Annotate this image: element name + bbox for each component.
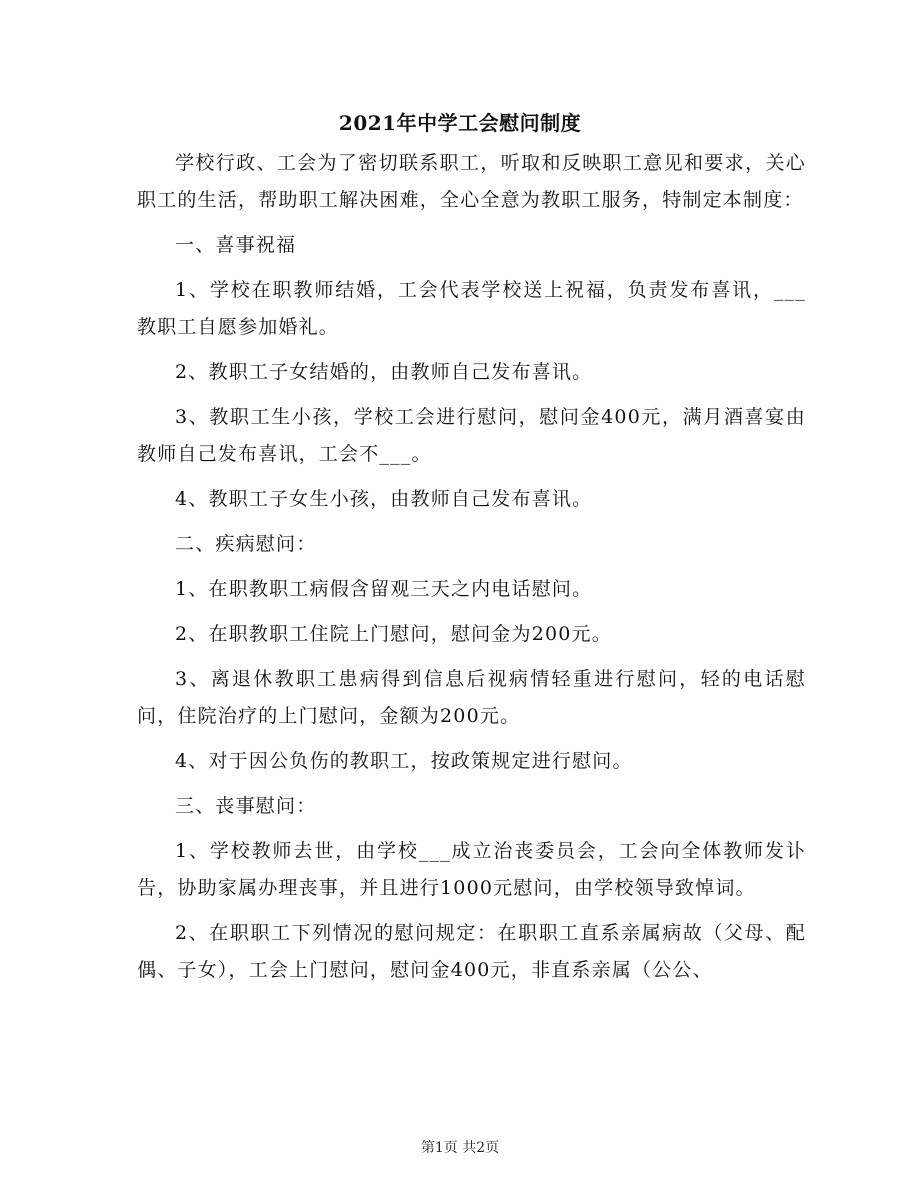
paragraph-item: 1、在职教职工病假含留观三天之内电话慰问。 [175, 578, 593, 600]
paragraph-item: 1、学校教师去世，由学校___成立治丧委员会，工会向全体教师发讣告，协助家属办理丧事，并且进行1000元慰问，由学校领导致悼词。 [137, 840, 806, 899]
paragraph-intro: 学校行政、工会为了密切联系职工，听取和反映职工意见和要求，关心职工的生活，帮助职工解决困难，全心全意为教职工服务，特制定本制度： [137, 152, 806, 211]
paragraph-item: 2、在职教职工住院上门慰问，慰问金为200元。 [175, 623, 612, 645]
paragraph-item: 2、在职职工下列情况的慰问规定：在职职工直系亲属病故（父母、配偶、子女），工会上门慰问，慰问金400元，非直系亲属（公公、 [137, 922, 806, 981]
section-heading-celebrations: 一、喜事祝福 [175, 234, 297, 256]
document-body [137, 145, 806, 997]
page-footer: 第1页 共2页 [420, 1140, 500, 1156]
paragraph-item: 1、学校在职教师结婚，工会代表学校送上祝福，负责发布喜讯，___教职工自愿参加婚礼。 [137, 279, 806, 338]
page-title: 2021年中学工会慰问制度 [338, 111, 582, 135]
paragraph-item: 3、教职工生小孩，学校工会进行慰问，慰问金400元，满月酒喜宴由教师自己发布喜讯，工会不___。 [137, 406, 806, 465]
paragraph-item: 2、教职工子女结婚的，由教师自己发布喜讯。 [175, 361, 593, 383]
paragraph-item: 4、对于因公负伤的教职工，按政策规定进行慰问。 [175, 750, 633, 772]
paragraph-item: 4、教职工子女生小孩，由教师自己发布喜讯。 [175, 488, 593, 510]
section-heading-funeral: 三、丧事慰问： [175, 795, 317, 817]
section-heading-illness: 二、疾病慰问： [175, 533, 317, 555]
paragraph-item: 3、离退休教职工患病得到信息后视病情轻重进行慰问，轻的电话慰问，住院治疗的上门慰问，金额为200元。 [137, 668, 806, 727]
